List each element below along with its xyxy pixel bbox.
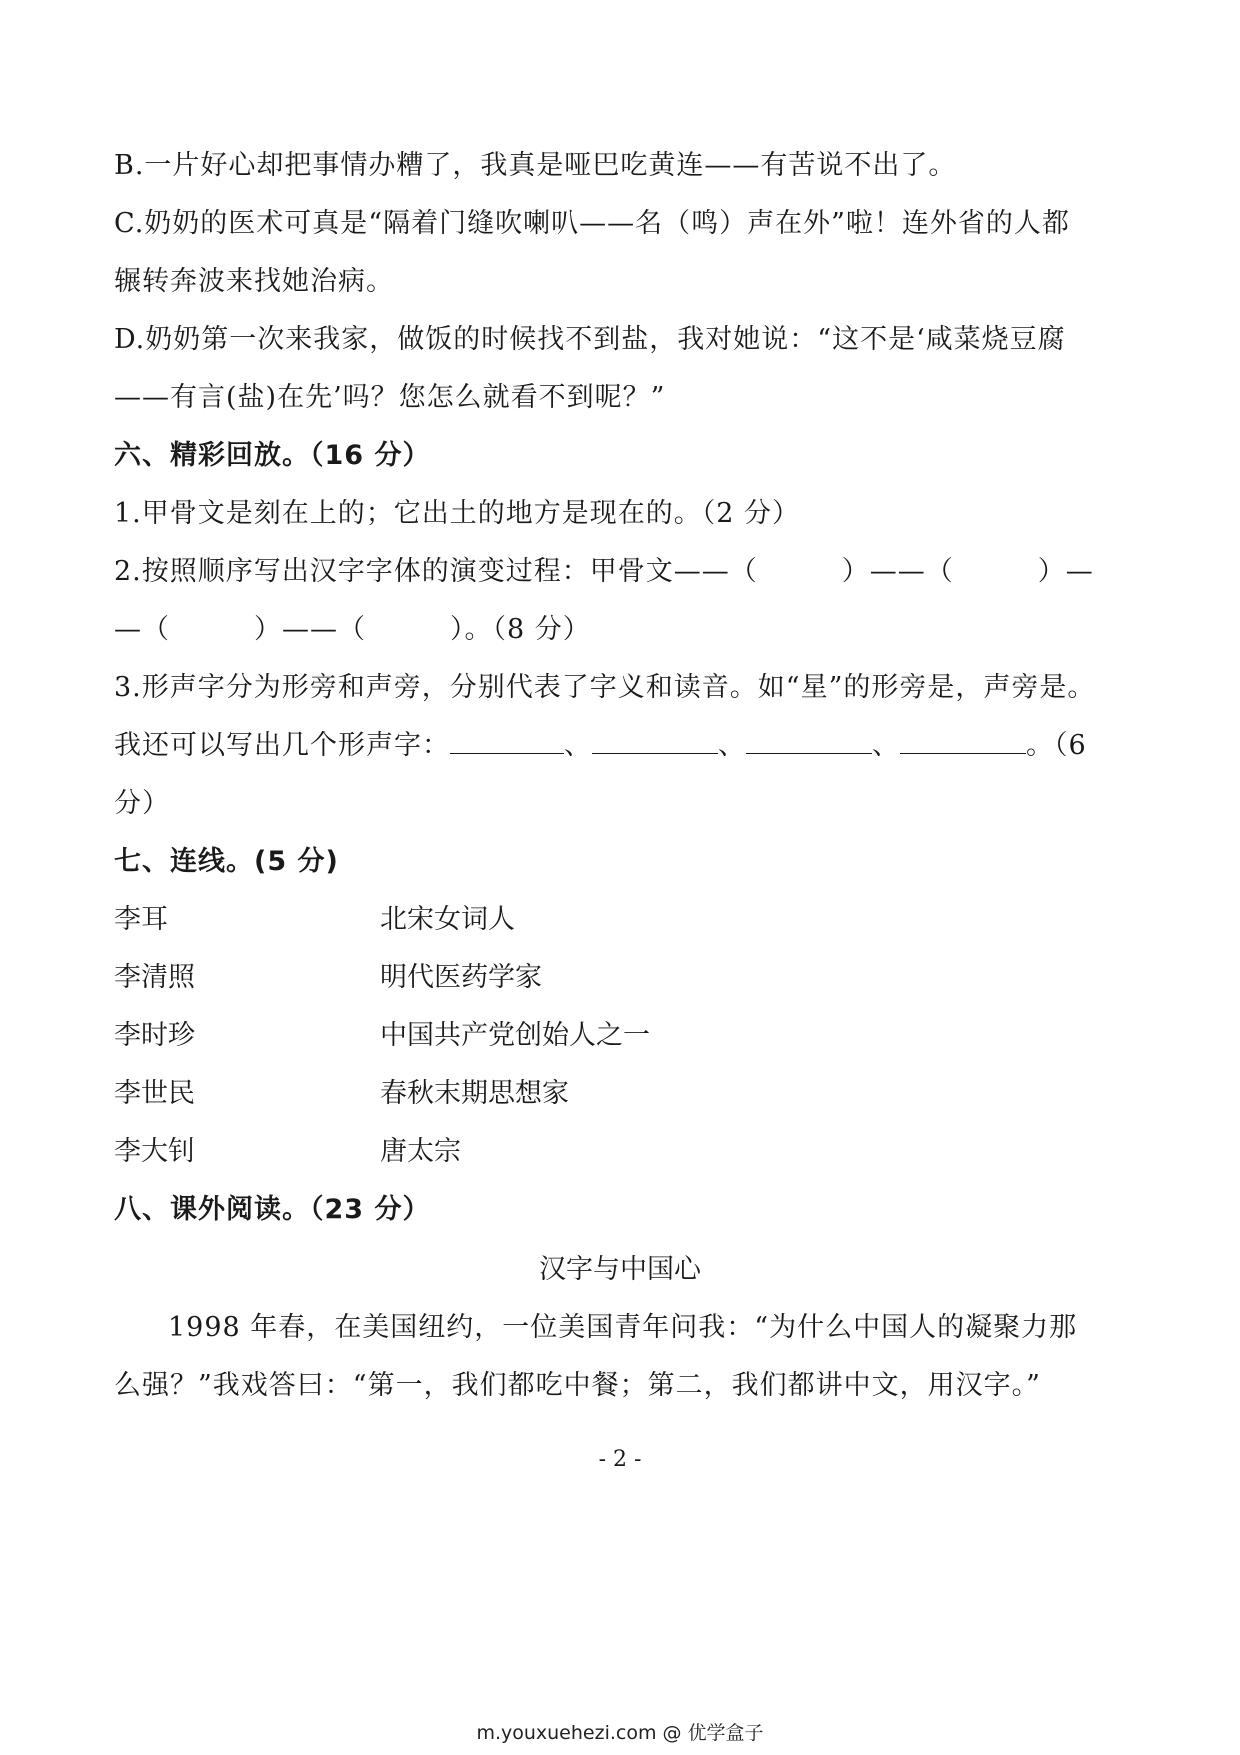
source-watermark: m.youxuehezi.com @ 优学盒子: [476, 1722, 764, 1744]
match-left-item[interactable]: 李世民: [114, 1078, 195, 1109]
match-right-item[interactable]: 明代医药学家: [380, 962, 542, 993]
answer-blank[interactable]: [450, 727, 564, 754]
separator: 、: [872, 730, 900, 761]
answer-blank[interactable]: [746, 727, 872, 754]
option-c-line1: C.奶奶的医术可真是“隔着门缝吹喇叭——名（鸣）声在外”啦！连外省的人都: [114, 208, 1070, 239]
article-paragraph-line2: 么强？”我戏答曰：“第一，我们都吃中餐；第二，我们都讲中文，用汉字。”: [114, 1370, 1041, 1401]
option-c-line2: 辗转奔波来找她治病。: [114, 266, 394, 297]
question-1: 1.甲骨文是刻在上的；它出土的地方是现在的。（2 分）: [114, 498, 801, 529]
answer-blank[interactable]: [592, 727, 718, 754]
question-3-prefix: 我还可以写出几个形声字：: [114, 730, 450, 761]
question-2-line1: 2.按照顺序写出汉字字体的演变过程：甲骨文——（ ）——（ ）—: [114, 556, 1094, 587]
match-right-item[interactable]: 春秋末期思想家: [380, 1078, 569, 1109]
section-7-heading: 七、连线。(5 分): [114, 846, 339, 877]
separator: 、: [564, 730, 592, 761]
question-2-line2: —（ ）——（ ）。（8 分）: [114, 614, 591, 645]
match-left-item[interactable]: 李大钊: [114, 1136, 195, 1167]
match-left-item[interactable]: 李时珍: [114, 1020, 195, 1051]
page-number: - 2 -: [598, 1447, 642, 1472]
option-d-line2: ——有言(盐)在先’吗？您怎么就看不到呢？”: [114, 382, 666, 413]
section-8-heading: 八、课外阅读。（23 分）: [114, 1194, 431, 1225]
option-d-line1: D.奶奶第一次来我家，做饭的时候找不到盐，我对她说：“这不是‘咸菜烧豆腐: [114, 324, 1066, 355]
match-right-item[interactable]: 唐太宗: [380, 1136, 461, 1167]
separator: 、: [718, 730, 746, 761]
option-b: B.一片好心却把事情办糟了，我真是哑巴吃黄连——有苦说不出了。: [114, 150, 957, 181]
article-paragraph-line1: 1998 年春，在美国纽约，一位美国青年问我：“为什么中国人的凝聚力那: [168, 1312, 1078, 1343]
match-left-item[interactable]: 李耳: [114, 904, 168, 935]
question-3-line3: 分）: [114, 788, 170, 819]
question-3-end: 。（6: [1026, 730, 1087, 761]
article-title: 汉字与中国心: [539, 1254, 701, 1285]
question-3-line2: [114, 726, 1087, 766]
match-right-item[interactable]: 中国共产党创始人之一: [380, 1020, 650, 1051]
question-3-line1: 3.形声字分为形旁和声旁，分别代表了字义和读音。如“星”的形旁是，声旁是。: [114, 672, 1096, 703]
match-right-item[interactable]: 北宋女词人: [380, 904, 515, 935]
match-left-item[interactable]: 李清照: [114, 962, 195, 993]
answer-blank[interactable]: [900, 727, 1026, 754]
section-6-heading: 六、精彩回放。（16 分）: [114, 440, 431, 471]
